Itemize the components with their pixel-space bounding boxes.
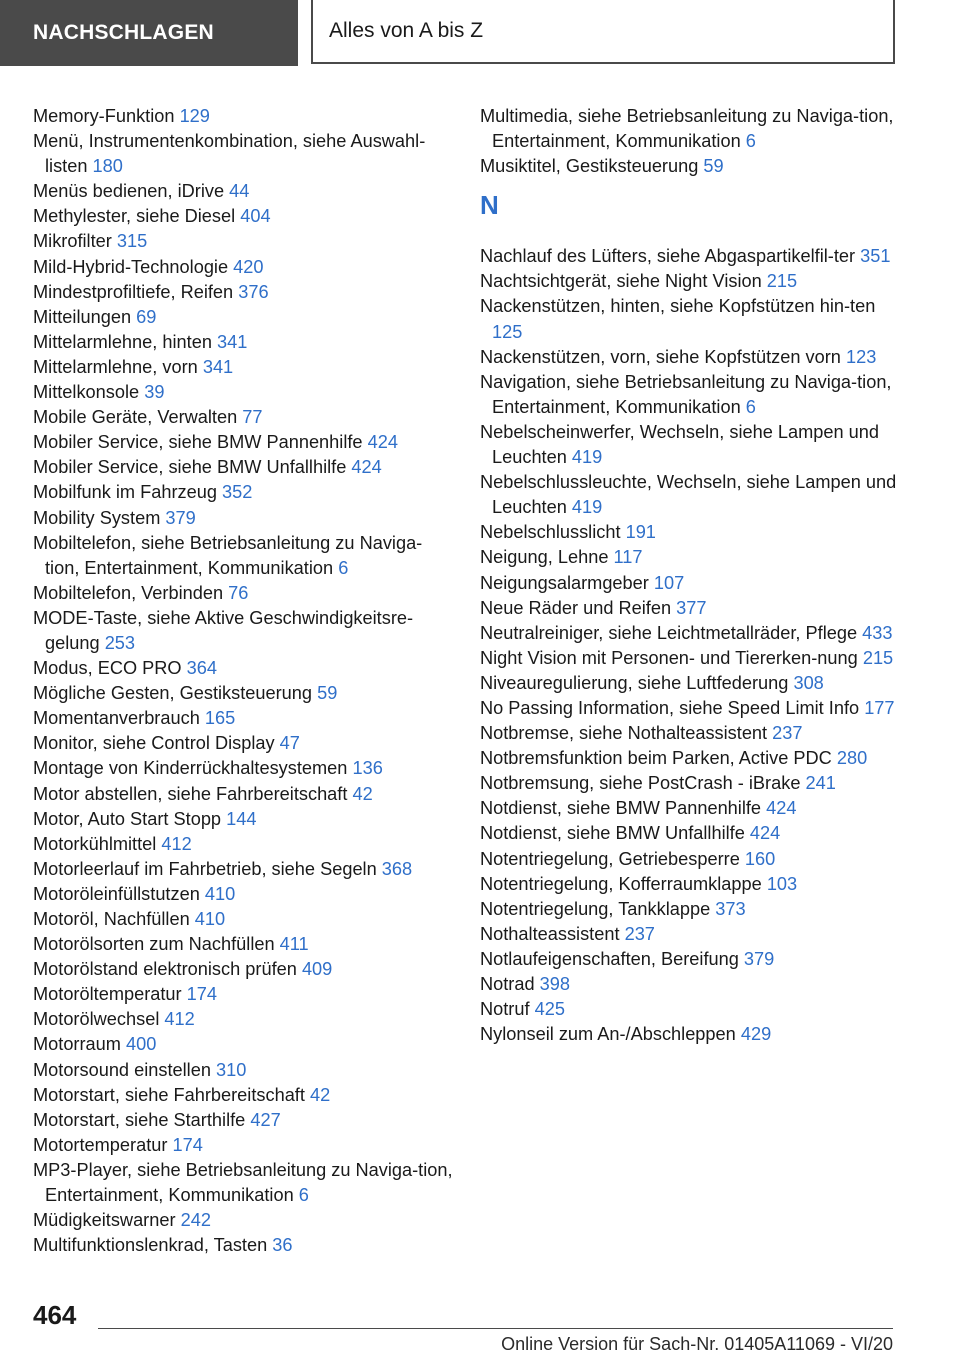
page-reference-link[interactable]: 242: [180, 1210, 211, 1231]
index-entry: [480, 821, 900, 846]
index-term: Neigung, Lehne: [480, 547, 609, 568]
page-reference-link[interactable]: 398: [539, 974, 571, 994]
index-term: Mobiltelefon, Verbinden: [33, 582, 224, 603]
index-term: Notbremsfunktion beim Parken, Active PDC: [480, 748, 832, 769]
page-reference-link[interactable]: 180: [92, 156, 123, 177]
page-reference-link[interactable]: 42: [352, 783, 373, 804]
index-term: Motorstart, siehe Fahrbereitschaft: [33, 1084, 305, 1105]
page-reference-link[interactable]: 6: [745, 131, 756, 152]
index-entry: [480, 345, 900, 370]
index-entry: [33, 255, 453, 280]
index-term: Mikrofilter: [33, 231, 112, 252]
index-entry: [480, 796, 900, 821]
page-reference-link[interactable]: 400: [126, 1034, 157, 1055]
index-entry: [33, 531, 453, 581]
page-reference-link[interactable]: 237: [772, 723, 803, 744]
chapter-title: Alles von A bis Z: [311, 0, 895, 64]
index-entry: [480, 420, 900, 470]
index-term: Mobilfunk im Fahrzeug: [33, 482, 217, 503]
page-reference-link[interactable]: 419: [571, 447, 603, 468]
index-entry: [480, 545, 900, 570]
index-term: Motoröleinfüllstutzen: [33, 883, 200, 904]
index-entry: [480, 470, 900, 520]
page-reference-link[interactable]: 117: [613, 547, 643, 568]
index-term: Multifunktionslenkrad, Tasten: [33, 1235, 268, 1256]
index-entry: [480, 997, 900, 1022]
index-entry: [480, 847, 900, 872]
page-reference-link[interactable]: 237: [624, 923, 655, 944]
page-reference-link[interactable]: 6: [745, 396, 756, 417]
page-reference-link[interactable]: 412: [161, 833, 192, 854]
index-term: Modus, ECO PRO: [33, 658, 182, 679]
page-reference-link[interactable]: 377: [676, 597, 707, 618]
index-entry: [480, 520, 900, 545]
page-reference-link[interactable]: 411: [279, 934, 309, 955]
index-term: Notdienst, siehe BMW Pannenhilfe: [480, 798, 762, 819]
index-column-left: [33, 104, 453, 1258]
index-term: Mild-Hybrid-Technologie: [33, 256, 229, 277]
index-entry: [33, 681, 453, 706]
page-reference-link[interactable]: 341: [217, 331, 248, 352]
page-reference-link[interactable]: 351: [860, 246, 891, 267]
index-term: Notentriegelung, Tankklappe: [480, 898, 711, 919]
index-entry: [480, 922, 900, 947]
index-term: Navigation, siehe Betriebsanleitung zu Naviga-tion, Entertainment, Kommunikation: [480, 371, 892, 417]
index-entry: [33, 1133, 453, 1158]
index-entry: [33, 706, 453, 731]
index-term: Mobiler Service, siehe BMW Unfallhilfe: [33, 457, 347, 478]
page-reference-link[interactable]: 253: [104, 632, 136, 653]
index-term: Niveauregulierung, siehe Luftfederung: [480, 672, 789, 693]
index-term: Neue Räder und Reifen: [480, 597, 672, 618]
index-term: Mobile Geräte, Verwalten: [33, 407, 238, 428]
index-term: Motoröltemperatur: [33, 984, 182, 1005]
index-entry: [33, 832, 453, 857]
index-term: Notentriegelung, Kofferraumklappe: [480, 873, 762, 894]
index-entry: [480, 154, 900, 179]
page-reference-link[interactable]: 177: [864, 697, 895, 718]
index-entry: [33, 932, 453, 957]
page-reference-link[interactable]: 42: [309, 1084, 331, 1105]
index-entry: [33, 480, 453, 505]
index-entry: [33, 455, 453, 480]
index-entry: [33, 606, 453, 656]
page-reference-link[interactable]: 125: [492, 321, 523, 342]
index-term: Memory-Funktion: [33, 106, 175, 126]
index-entry: [480, 897, 900, 922]
index-term: Motor abstellen, siehe Fahrbereitschaft: [33, 783, 348, 804]
index-term: Nebelscheinwerfer, Wechseln, siehe Lampen und Leuchten: [480, 421, 880, 468]
index-term: Motorleerlauf im Fahrbetrieb, siehe Segeln: [33, 858, 377, 879]
page-reference-link[interactable]: 174: [186, 984, 218, 1005]
page-reference-link[interactable]: 429: [740, 1024, 772, 1045]
page-reference-link[interactable]: 368: [381, 858, 413, 879]
page-reference-link[interactable]: 424: [766, 798, 797, 819]
page-reference-link[interactable]: 420: [233, 256, 264, 277]
page-reference-link[interactable]: 404: [240, 206, 271, 227]
index-entry: [33, 129, 453, 179]
index-term: Motorölstand elektronisch prüfen: [33, 959, 297, 980]
footer-divider: [98, 1328, 893, 1329]
page-reference-link[interactable]: 410: [194, 909, 226, 929]
page-reference-link[interactable]: 36: [272, 1235, 293, 1256]
index-entry: [480, 244, 900, 269]
index-entry: [480, 746, 900, 771]
page-reference-link[interactable]: 424: [367, 432, 398, 453]
page-reference-link[interactable]: 341: [202, 356, 234, 377]
index-term: Mitteilungen: [33, 306, 132, 327]
index-term: Nothalteassistent: [480, 923, 620, 944]
index-term: Neigungsalarmgeber: [480, 572, 649, 593]
index-term: Neutralreiniger, siehe Leichtmetallräder, Pflege: [480, 622, 858, 643]
page-reference-link[interactable]: 412: [164, 1009, 195, 1030]
page-reference-link[interactable]: 364: [186, 658, 217, 679]
page-number: 464: [33, 1300, 77, 1330]
index-entry: [33, 380, 453, 405]
index-term: Motor, Auto Start Stopp: [33, 808, 222, 829]
index-entry: [480, 104, 900, 154]
index-entry: [480, 721, 900, 746]
index-term: Motorölwechsel: [33, 1009, 160, 1030]
index-entry: [33, 1158, 453, 1208]
page-reference-link[interactable]: 409: [301, 959, 333, 980]
page-reference-link[interactable]: 44: [229, 181, 250, 202]
page-reference-link[interactable]: 6: [338, 557, 349, 578]
index-entry: [480, 671, 900, 696]
page-reference-link[interactable]: 352: [222, 482, 253, 503]
index-term: No Passing Information, siehe Speed Limit Info: [480, 697, 860, 718]
page-reference-link[interactable]: 129: [179, 106, 210, 126]
index-term: Nebelschlussleuchte, Wechseln, siehe Lampen und Leuchten: [480, 472, 897, 518]
index-term: Notrad: [480, 974, 535, 994]
index-term: MODE-Taste, siehe Aktive Geschwindigkeitsre-gelung: [33, 607, 414, 653]
index-term: Motorsound einstellen: [33, 1059, 211, 1080]
index-term: Notdienst, siehe BMW Unfallhilfe: [480, 823, 745, 844]
index-entry: [33, 1208, 453, 1233]
index-entry: [33, 506, 453, 531]
index-entry: [33, 1108, 453, 1133]
page-reference-link[interactable]: 191: [625, 522, 656, 543]
page-reference-link[interactable]: 47: [279, 733, 300, 754]
index-entry: [33, 1032, 453, 1057]
index-term: Motorraum: [33, 1034, 121, 1055]
index-entry: [480, 621, 900, 646]
page-reference-link[interactable]: 165: [204, 708, 236, 729]
index-term: Notbremsung, siehe PostCrash - iBrake: [480, 773, 801, 794]
index-entry: [480, 947, 900, 972]
page-reference-link[interactable]: 280: [836, 748, 868, 769]
index-column-right: [480, 104, 900, 1047]
page-reference-link[interactable]: 136: [352, 758, 383, 779]
index-term: Motoröl, Nachfüllen: [33, 909, 190, 929]
index-term: Notruf: [480, 999, 530, 1020]
index-entry: [480, 1022, 900, 1047]
page-reference-link[interactable]: 427: [250, 1109, 281, 1130]
index-entry: [480, 696, 900, 721]
index-term: Nebelschlusslicht: [480, 522, 621, 543]
page-reference-link[interactable]: 103: [766, 873, 798, 894]
index-entry: [33, 907, 453, 932]
index-entry: [33, 330, 453, 355]
index-entry: [33, 280, 453, 305]
footer-text: Online Version für Sach-Nr. 01405A11069 - VI/20: [501, 1334, 893, 1354]
index-entry: [33, 1083, 453, 1108]
page-reference-link[interactable]: 77: [242, 407, 263, 428]
index-term: Mobiltelefon, siehe Betriebsanleitung zu Naviga-tion, Entertainment, Kommunikation: [33, 532, 423, 578]
index-entry: [33, 581, 453, 606]
index-term: Night Vision mit Personen- und Tiererken-nung: [480, 647, 858, 668]
page-reference-link[interactable]: 425: [534, 999, 565, 1020]
index-entry: [33, 782, 453, 807]
index-term: Mittelarmlehne, hinten: [33, 331, 212, 352]
index-entry: [480, 972, 900, 997]
index-term: Methylester, siehe Diesel: [33, 206, 236, 227]
page-reference-link[interactable]: 379: [165, 507, 196, 528]
index-term: Mittelarmlehne, vorn: [33, 356, 198, 377]
page-reference-link[interactable]: 107: [653, 572, 685, 593]
page-reference-link[interactable]: 59: [703, 156, 724, 177]
index-entry: [33, 204, 453, 229]
index-term: Multimedia, siehe Betriebsanleitung zu Naviga-tion, Entertainment, Kommunikation: [480, 106, 894, 152]
index-term: Nackenstützen, hinten, siehe Kopfstützen hin-ten: [480, 296, 876, 317]
index-entry: [33, 731, 453, 756]
page-reference-link[interactable]: 144: [226, 808, 257, 829]
page-reference-link[interactable]: 424: [351, 457, 382, 478]
section-tab: NACHSCHLAGEN: [0, 0, 298, 66]
page-reference-link[interactable]: 419: [571, 497, 603, 518]
page-reference-link[interactable]: 376: [238, 281, 269, 302]
index-term: Montage von Kinderrückhaltesystemen: [33, 758, 348, 779]
index-entry: [480, 571, 900, 596]
index-entry: [33, 656, 453, 681]
index-term: Nachlauf des Lüfters, siehe Abgaspartikelfil-ter: [480, 246, 856, 267]
index-term: Notbremse, siehe Nothalteassistent: [480, 723, 768, 744]
index-entry: [33, 1233, 453, 1258]
index-entry: [480, 370, 900, 420]
page-reference-link[interactable]: 433: [862, 622, 893, 643]
page-reference-link[interactable]: 310: [216, 1059, 247, 1080]
index-entry: [33, 104, 453, 129]
index-term: Mobility System: [33, 507, 161, 528]
index-entry: [33, 355, 453, 380]
index-entry: [480, 269, 900, 294]
index-entry: [480, 872, 900, 897]
index-entry: [33, 179, 453, 204]
index-term: Mindestprofiltiefe, Reifen: [33, 281, 234, 302]
index-entry: [33, 807, 453, 832]
index-entry: [480, 771, 900, 796]
page-reference-link[interactable]: 215: [862, 647, 894, 668]
index-term: Motortemperatur: [33, 1134, 168, 1155]
index-term: Musiktitel, Gestiksteuerung: [480, 156, 699, 177]
index-term: Menüs bedienen, iDrive: [33, 181, 225, 202]
page-header: [0, 0, 960, 66]
index-entry: [33, 882, 453, 907]
page-reference-link[interactable]: 315: [116, 231, 148, 252]
index-term: MP3-Player, siehe Betriebsanleitung zu Naviga-tion, Entertainment, Kommunikation: [33, 1159, 453, 1206]
page-reference-link[interactable]: 410: [204, 883, 236, 904]
index-entry: [33, 756, 453, 781]
index-term: Mögliche Gesten, Gestiksteuerung: [33, 683, 313, 704]
index-term: Nachtsichtgerät, siehe Night Vision: [480, 271, 762, 292]
index-entry: [33, 1058, 453, 1083]
index-entry: [480, 646, 900, 671]
index-entry: [33, 430, 453, 455]
page-reference-link[interactable]: 6: [298, 1185, 309, 1206]
page-reference-link[interactable]: 373: [715, 898, 746, 919]
page-reference-link[interactable]: 308: [793, 672, 824, 693]
index-term: Nackenstützen, vorn, siehe Kopfstützen vorn: [480, 346, 841, 367]
index-entry: [480, 294, 900, 344]
index-term: Mittelkonsole: [33, 382, 140, 403]
index-entry: [33, 229, 453, 254]
index-entry: [33, 857, 453, 882]
index-entry: [33, 982, 453, 1007]
index-term: Motorstart, siehe Starthilfe: [33, 1109, 246, 1130]
page-reference-link[interactable]: 174: [172, 1134, 203, 1155]
index-entry: [480, 596, 900, 621]
index-entry: [33, 957, 453, 982]
index-term: Notlaufeigenschaften, Bereifung: [480, 948, 739, 969]
index-term: Motorkühlmittel: [33, 833, 157, 854]
index-letter-heading: N: [480, 190, 499, 221]
index-term: Momentanverbrauch: [33, 708, 200, 729]
page-reference-link[interactable]: 69: [136, 306, 157, 327]
page-reference-link[interactable]: 424: [749, 823, 781, 844]
index-term: Monitor, siehe Control Display: [33, 733, 275, 754]
index-entry: [33, 305, 453, 330]
index-term: Müdigkeitswarner: [33, 1210, 176, 1231]
page-reference-link[interactable]: 123: [845, 346, 877, 367]
index-term: Menü, Instrumentenkombination, siehe Auswahl-listen: [33, 131, 426, 177]
index-entry: [33, 1007, 453, 1032]
page-reference-link[interactable]: 39: [144, 382, 165, 403]
page-reference-link[interactable]: 241: [805, 773, 836, 794]
page-reference-link[interactable]: 76: [228, 582, 249, 603]
index-term: Nylonseil zum An-/Abschleppen: [480, 1024, 736, 1045]
index-term: Motorölsorten zum Nachfüllen: [33, 934, 275, 955]
page-reference-link[interactable]: 59: [317, 683, 338, 704]
index-entry: [33, 405, 453, 430]
index-term: Notentriegelung, Getriebesperre: [480, 848, 740, 869]
page-reference-link[interactable]: 379: [743, 948, 775, 969]
page-reference-link[interactable]: 215: [766, 271, 798, 292]
index-term: Mobiler Service, siehe BMW Pannenhilfe: [33, 432, 363, 453]
page-reference-link[interactable]: 160: [744, 848, 776, 869]
